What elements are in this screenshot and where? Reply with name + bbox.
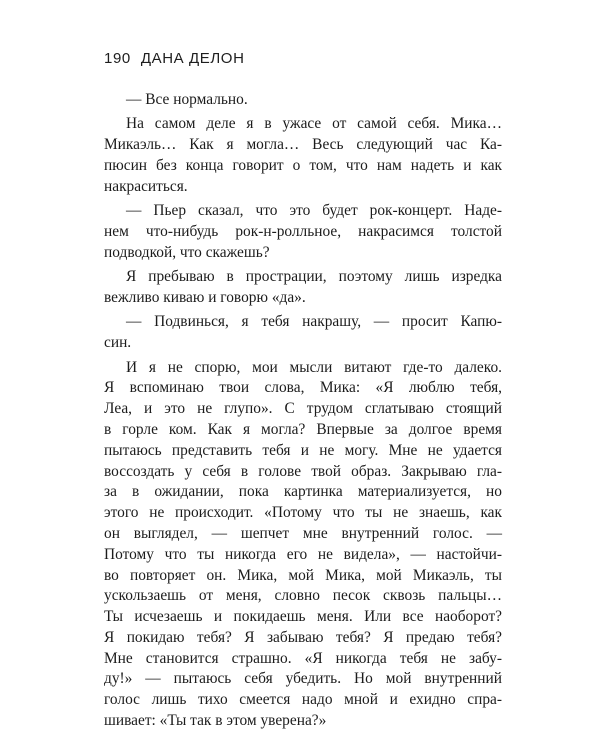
text-line: нем что-нибудь рок-н-ролльное, накрасимся толстой (104, 222, 502, 240)
author-name: ДАНА ДЕЛОН (140, 50, 245, 67)
text-line: шивает: «Ты так в этом уверена?» (104, 712, 327, 730)
text-line: Потому что ты никогда его не видела», — настойчи- (104, 545, 502, 563)
running-header (104, 50, 245, 67)
text-line: в горле ком. Как я могла? Впервые за долгое время (104, 420, 502, 438)
text-line: накраситься. (104, 177, 188, 195)
text-line: син. (104, 334, 132, 352)
text-line: — Все нормально. (126, 91, 248, 108)
text-line: этого не происходит. «Потому что ты не знаешь, как (104, 504, 502, 522)
text-line: воссоздать у себя в голове твой образ. Закрываю гла- (104, 462, 502, 480)
text-line: подводкой, что скажешь? (104, 243, 270, 261)
page-number: 190 (104, 50, 131, 67)
text-line: Леа, и это не глупо». С трудом сглатываю стоящий (104, 400, 502, 418)
text-line: Я вспоминаю твои слова, Мика: «Я люблю тебя, (104, 379, 502, 397)
text-line: пытаюсь представить тебя и не могу. Мне не удается (104, 441, 502, 459)
text-line: голос лишь тихо смеется надо мной и ехидно спра- (104, 691, 502, 709)
text-line: И я не спорю, мои мысли витают где-то далеко. (126, 358, 502, 376)
text-line: во повторяет он. Мика, мой Мика, мой Микаэль, ты (104, 566, 502, 584)
text-line: пюсин без конца говорит о том, что нам надеть и как (104, 156, 502, 174)
text-line: Ты исчезаешь и покидаешь меня. Или все наоборот? (104, 608, 502, 626)
text-line: — Подвинься, я тебя накрашу, — просит Капю- (126, 313, 502, 331)
text-line: вежливо киваю и говорю «да». (104, 288, 306, 306)
text-line: — Пьер сказал, что это будет рок-концерт. Наде- (126, 202, 502, 220)
text-line: ду!» — пытаюсь себя убедить. Но мой внутренний (104, 670, 502, 688)
text-line: за в ожидании, пока картинка материализуется, но (104, 483, 502, 501)
text-line: Я пребываю в прострации, поэтому лишь изредка (126, 268, 502, 286)
text-line: На самом деле я в ужасе от самой себя. Мика… (126, 115, 502, 133)
text-line: ускользаешь от меня, словно песок сквозь пальцы… (104, 587, 502, 605)
text-line: Микаэль… Как я могла… Весь следующий час Ка- (104, 136, 502, 154)
text-line: Я покидаю тебя? Я забываю тебя? Я предаю тебя? (104, 628, 502, 646)
text-line: он выглядел, — шепчет мне внутренний голос. — (104, 524, 502, 542)
text-body (104, 90, 502, 732)
text-line: Мне становится страшно. «Я никогда тебя не забу- (104, 649, 502, 667)
